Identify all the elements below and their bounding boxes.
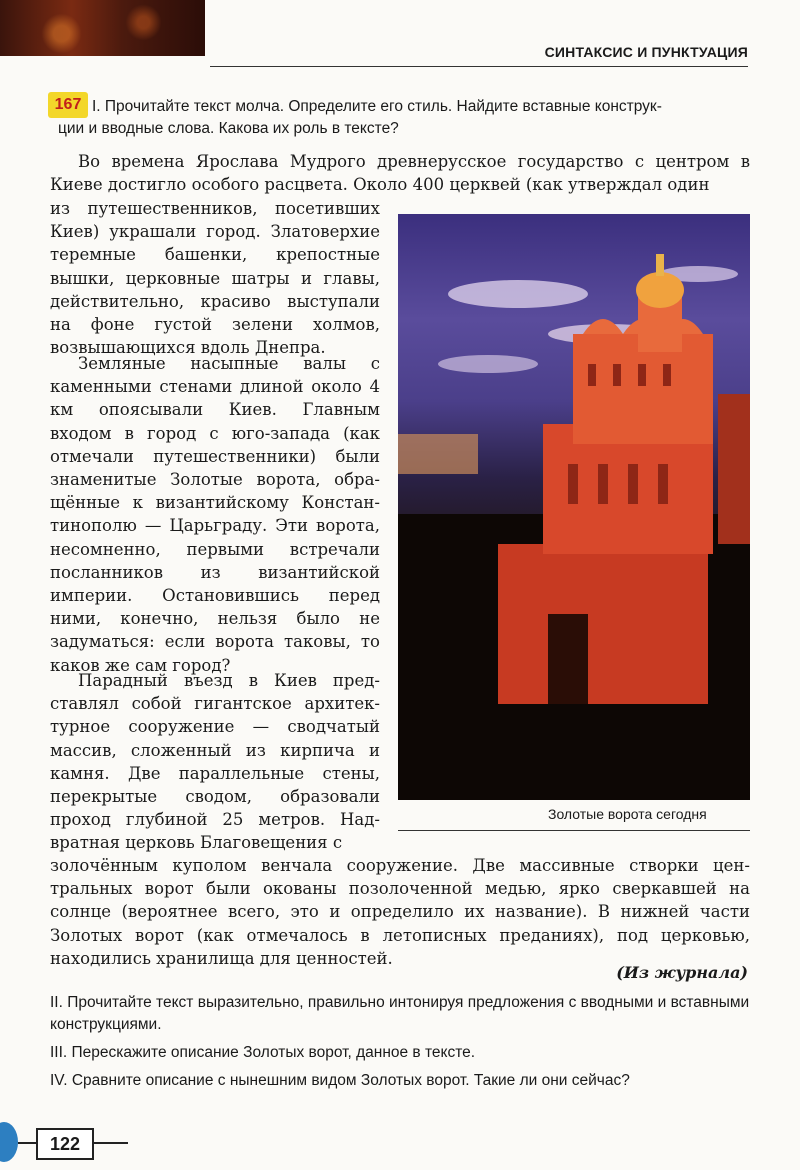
section-header: СИНТАКСИС И ПУНКТУАЦИЯ (544, 44, 748, 60)
page-number-rule-right (94, 1142, 128, 1144)
question-3: III. Перескажите описание Золотых ворот, данное в тексте. (50, 1044, 476, 1061)
task-line-2: ции и вводные слова. Какова их роль в тексте? (58, 120, 399, 137)
caption-divider (398, 830, 750, 831)
page-number: 122 (36, 1128, 94, 1160)
text-source: (Из журнала) (616, 963, 748, 982)
golden-gate-photo (398, 214, 750, 800)
page-tab-marker (0, 1122, 18, 1162)
paragraph-1-start: Во времена Ярослава Мудрого древнерусское государство с центром в Киеве достигло особого расцвета. Около 400 церквей (как утверждал один (50, 152, 750, 195)
golden-gate-illustration (398, 214, 750, 800)
question-2: II. Прочитайте текст выразительно, правильно интонируя предложения с вводными и вставными конструкциями. (50, 994, 750, 1033)
paragraph-2: Земляные насыпные валы с каменными стенами длиной около 4 км опоясывали Киев. Главным входом в город с юго-запада (как отмечали путешественники) были знаменитые Золотые ворота, обращённые к византийскому Константинополю — Царьграду. Эти ворота, несомненно, первыми встречали посланников из византийской империи. Остановившись перед ними, конечно, нельзя было не задуматься: если ворота таковы, то каков же сам город? (50, 354, 380, 675)
paragraph-3-start: Парадный въезд в Киев представлял собой гигантское архитектурное сооружение — сводчатый массив, сложенный из кирпича и камня. Две параллельные стены, перекрытые сводом, образовали проход глубиной 25 метров. Надвратная церковь Благовещения с (50, 671, 380, 853)
paragraph-1-cont: из путешественников, посетивших Киев) украшали город. Златоверхие теремные башенки, крепостные вышки, церковные шатры и главы, действительно, красиво выступали на фоне густой зелени холмов, возвышающихся вдоль Днепра. (50, 199, 380, 358)
page-number-rule-left (18, 1142, 36, 1144)
paragraph-3-cont: золочённым куполом венчала сооружение. Две массивные створки центральных ворот были окованы позолоченной медью, ярко сверкавшей на солнце (вероятнее всего, это и определило их название). В нижней части Золотых ворот (как отмечалось в летописных преданиях), под церковью, находились хранилища для ценностей. (50, 856, 750, 968)
header-divider (210, 66, 748, 67)
exercise-number-badge: 167 (48, 92, 88, 118)
corner-decoration-image (0, 0, 205, 56)
task-line-1: I. Прочитайте текст молча. Определите его стиль. Найдите вставные конструк- (92, 98, 662, 115)
question-4: IV. Сравните описание с нынешним видом Золотых ворот. Такие ли они сейчас? (50, 1072, 630, 1089)
photo-caption: Золотые ворота сегодня (548, 806, 707, 822)
